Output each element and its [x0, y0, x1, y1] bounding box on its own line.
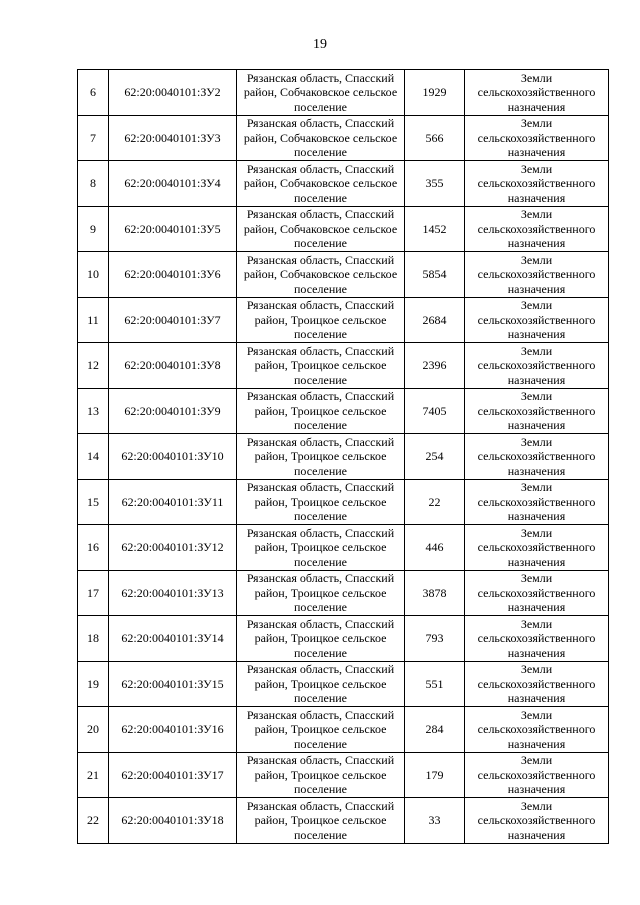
- cadastral-number-cell: 62:20:0040101:ЗУ8: [109, 343, 237, 389]
- page-number: 19: [313, 37, 327, 52]
- table-row: [78, 752, 609, 798]
- area-cell: 3878: [405, 570, 465, 616]
- cadastral-number-cell: 62:20:0040101:ЗУ9: [109, 388, 237, 434]
- area-cell: 1929: [405, 70, 465, 116]
- area-cell: 33: [405, 798, 465, 844]
- cadastral-number-cell: 62:20:0040101:ЗУ4: [109, 161, 237, 207]
- row-number-cell: 6: [78, 70, 109, 116]
- location-cell: Рязанская область, Спасский район, Троицкое сельское поселение: [237, 616, 405, 662]
- row-number-cell: 13: [78, 388, 109, 434]
- table-row: [78, 479, 609, 525]
- area-cell: 5854: [405, 252, 465, 298]
- land-category-cell: Земли сельскохозяйственного назначения: [465, 252, 609, 298]
- area-cell: 793: [405, 616, 465, 662]
- land-category-cell: Земли сельскохозяйственного назначения: [465, 297, 609, 343]
- cadastral-number-cell: 62:20:0040101:ЗУ16: [109, 707, 237, 753]
- cadastral-number-cell: 62:20:0040101:ЗУ3: [109, 115, 237, 161]
- table-row: [78, 525, 609, 571]
- area-cell: 7405: [405, 388, 465, 434]
- land-category-cell: Земли сельскохозяйственного назначения: [465, 707, 609, 753]
- cadastral-number-cell: 62:20:0040101:ЗУ7: [109, 297, 237, 343]
- location-cell: Рязанская область, Спасский район, Троицкое сельское поселение: [237, 525, 405, 571]
- table-row: [78, 297, 609, 343]
- cadastral-number-cell: 62:20:0040101:ЗУ2: [109, 70, 237, 116]
- row-number-cell: 18: [78, 616, 109, 662]
- table-row: [78, 570, 609, 616]
- location-cell: Рязанская область, Спасский район, Троицкое сельское поселение: [237, 388, 405, 434]
- cadastral-number-cell: 62:20:0040101:ЗУ14: [109, 616, 237, 662]
- land-category-cell: Земли сельскохозяйственного назначения: [465, 343, 609, 389]
- area-cell: 284: [405, 707, 465, 753]
- location-cell: Рязанская область, Спасский район, Собчаковское сельское поселение: [237, 206, 405, 252]
- area-cell: 566: [405, 115, 465, 161]
- cadastral-number-cell: 62:20:0040101:ЗУ13: [109, 570, 237, 616]
- land-category-cell: Земли сельскохозяйственного назначения: [465, 616, 609, 662]
- row-number-cell: 21: [78, 752, 109, 798]
- location-cell: Рязанская область, Спасский район, Троицкое сельское поселение: [237, 479, 405, 525]
- land-category-cell: Земли сельскохозяйственного назначения: [465, 115, 609, 161]
- cadastral-number-cell: 62:20:0040101:ЗУ10: [109, 434, 237, 480]
- area-cell: 1452: [405, 206, 465, 252]
- table-row: [78, 206, 609, 252]
- row-number-cell: 8: [78, 161, 109, 207]
- area-cell: 22: [405, 479, 465, 525]
- row-number-cell: 15: [78, 479, 109, 525]
- table-row: [78, 343, 609, 389]
- table-row: [78, 161, 609, 207]
- table-body: [78, 70, 609, 844]
- table-row: [78, 616, 609, 662]
- location-cell: Рязанская область, Спасский район, Троицкое сельское поселение: [237, 434, 405, 480]
- table-row: [78, 661, 609, 707]
- area-cell: 2684: [405, 297, 465, 343]
- row-number-cell: 7: [78, 115, 109, 161]
- land-plots-table: [77, 69, 609, 844]
- location-cell: Рязанская область, Спасский район, Собчаковское сельское поселение: [237, 115, 405, 161]
- land-category-cell: Земли сельскохозяйственного назначения: [465, 388, 609, 434]
- row-number-cell: 19: [78, 661, 109, 707]
- land-category-cell: Земли сельскохозяйственного назначения: [465, 752, 609, 798]
- cadastral-number-cell: 62:20:0040101:ЗУ5: [109, 206, 237, 252]
- location-cell: Рязанская область, Спасский район, Троицкое сельское поселение: [237, 661, 405, 707]
- land-category-cell: Земли сельскохозяйственного назначения: [465, 570, 609, 616]
- location-cell: Рязанская область, Спасский район, Троицкое сельское поселение: [237, 798, 405, 844]
- table-row: [78, 707, 609, 753]
- location-cell: Рязанская область, Спасский район, Троицкое сельское поселение: [237, 297, 405, 343]
- location-cell: Рязанская область, Спасский район, Троицкое сельское поселение: [237, 343, 405, 389]
- row-number-cell: 9: [78, 206, 109, 252]
- cadastral-number-cell: 62:20:0040101:ЗУ11: [109, 479, 237, 525]
- table-row: [78, 388, 609, 434]
- cadastral-number-cell: 62:20:0040101:ЗУ17: [109, 752, 237, 798]
- land-category-cell: Земли сельскохозяйственного назначения: [465, 434, 609, 480]
- location-cell: Рязанская область, Спасский район, Троицкое сельское поселение: [237, 570, 405, 616]
- area-cell: 551: [405, 661, 465, 707]
- row-number-cell: 22: [78, 798, 109, 844]
- location-cell: Рязанская область, Спасский район, Собчаковское сельское поселение: [237, 161, 405, 207]
- row-number-cell: 20: [78, 707, 109, 753]
- land-category-cell: Земли сельскохозяйственного назначения: [465, 70, 609, 116]
- location-cell: Рязанская область, Спасский район, Троицкое сельское поселение: [237, 752, 405, 798]
- cadastral-number-cell: 62:20:0040101:ЗУ15: [109, 661, 237, 707]
- land-category-cell: Земли сельскохозяйственного назначения: [465, 525, 609, 571]
- table-row: [78, 798, 609, 844]
- cadastral-number-cell: 62:20:0040101:ЗУ18: [109, 798, 237, 844]
- land-category-cell: Земли сельскохозяйственного назначения: [465, 661, 609, 707]
- land-category-cell: Земли сельскохозяйственного назначения: [465, 479, 609, 525]
- row-number-cell: 16: [78, 525, 109, 571]
- location-cell: Рязанская область, Спасский район, Собчаковское сельское поселение: [237, 252, 405, 298]
- location-cell: Рязанская область, Спасский район, Собчаковское сельское поселение: [237, 70, 405, 116]
- row-number-cell: 12: [78, 343, 109, 389]
- land-category-cell: Земли сельскохозяйственного назначения: [465, 206, 609, 252]
- location-cell: Рязанская область, Спасский район, Троицкое сельское поселение: [237, 707, 405, 753]
- area-cell: 179: [405, 752, 465, 798]
- land-category-cell: Земли сельскохозяйственного назначения: [465, 161, 609, 207]
- row-number-cell: 17: [78, 570, 109, 616]
- land-category-cell: Земли сельскохозяйственного назначения: [465, 798, 609, 844]
- area-cell: 2396: [405, 343, 465, 389]
- cadastral-number-cell: 62:20:0040101:ЗУ6: [109, 252, 237, 298]
- area-cell: 355: [405, 161, 465, 207]
- table-row: [78, 252, 609, 298]
- area-cell: 446: [405, 525, 465, 571]
- table-row: [78, 70, 609, 116]
- table-row: [78, 115, 609, 161]
- row-number-cell: 11: [78, 297, 109, 343]
- row-number-cell: 14: [78, 434, 109, 480]
- cadastral-number-cell: 62:20:0040101:ЗУ12: [109, 525, 237, 571]
- area-cell: 254: [405, 434, 465, 480]
- row-number-cell: 10: [78, 252, 109, 298]
- table-row: [78, 434, 609, 480]
